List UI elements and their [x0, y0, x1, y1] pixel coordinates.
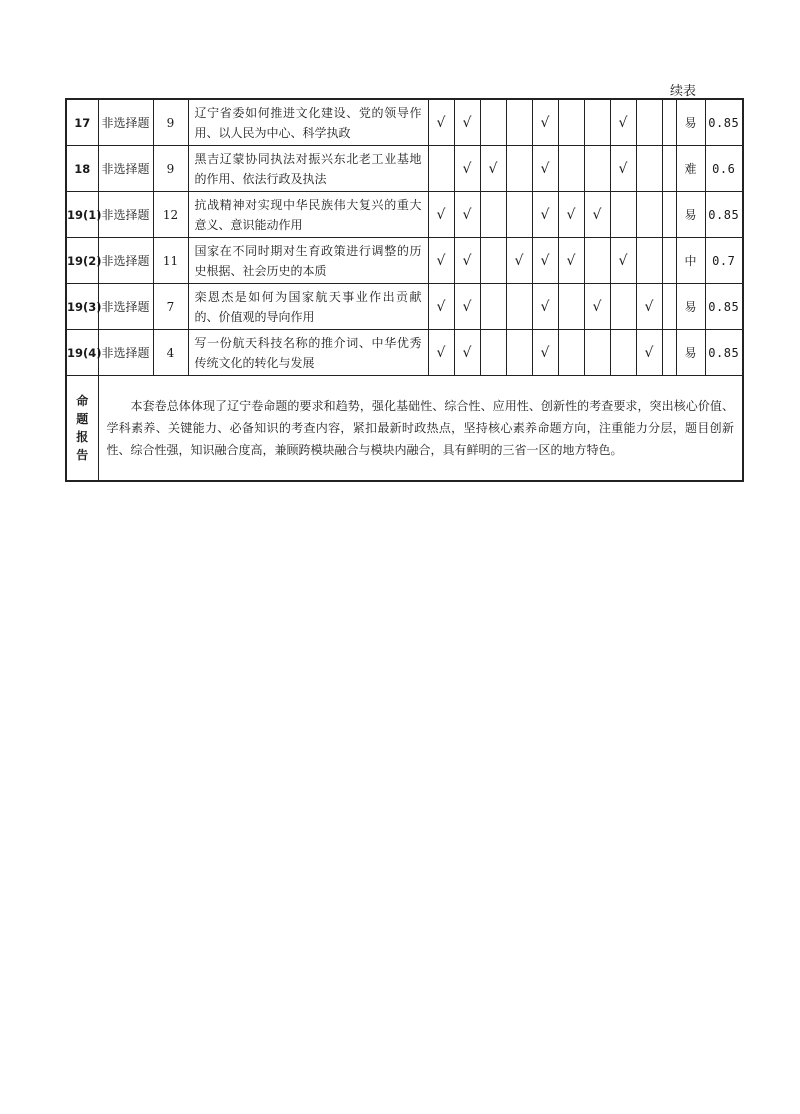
report-row — [66, 376, 743, 482]
table-row — [66, 330, 743, 376]
check-mark-cell — [480, 238, 506, 284]
check-mark-cell: √ — [454, 99, 480, 146]
check-mark-cell — [584, 238, 610, 284]
difficulty-coefficient: 0.6 — [705, 146, 743, 192]
check-mark-cell — [558, 146, 584, 192]
question-score: 9 — [153, 99, 188, 146]
difficulty-cell: 易 — [676, 284, 705, 330]
question-type: 非选择题 — [98, 99, 153, 146]
question-content: 写一份航天科技名称的推介词、中华优秀传统文化的转化与发展 — [188, 330, 428, 376]
difficulty-cell: 中 — [676, 238, 705, 284]
check-mark-cell: √ — [558, 238, 584, 284]
question-content: 辽宁省委如何推进文化建设、党的领导作用、以人民为中心、科学执政 — [188, 99, 428, 146]
difficulty-coefficient: 0.85 — [705, 284, 743, 330]
question-score: 7 — [153, 284, 188, 330]
check-mark-cell — [506, 99, 532, 146]
table-row — [66, 284, 743, 330]
check-mark-cell — [506, 146, 532, 192]
check-mark-cell: √ — [558, 192, 584, 238]
check-mark-cell: √ — [610, 99, 636, 146]
question-score: 12 — [153, 192, 188, 238]
question-number: 19(4) — [66, 330, 98, 376]
check-mark-cell — [506, 330, 532, 376]
check-mark-cell: √ — [584, 284, 610, 330]
check-mark-cell: √ — [636, 330, 662, 376]
check-mark-cell — [662, 330, 676, 376]
check-mark-cell — [480, 284, 506, 330]
check-mark-cell — [662, 284, 676, 330]
question-score: 11 — [153, 238, 188, 284]
question-number: 19(2) — [66, 238, 98, 284]
question-score: 9 — [153, 146, 188, 192]
check-mark-cell: √ — [532, 99, 558, 146]
difficulty-cell: 易 — [676, 330, 705, 376]
check-mark-cell: √ — [610, 146, 636, 192]
difficulty-coefficient: 0.7 — [705, 238, 743, 284]
check-mark-cell — [428, 146, 454, 192]
check-mark-cell — [506, 284, 532, 330]
check-mark-cell — [506, 192, 532, 238]
check-mark-cell — [480, 330, 506, 376]
check-mark-cell — [662, 99, 676, 146]
check-mark-cell — [636, 99, 662, 146]
report-label-char: 告 — [76, 448, 89, 462]
check-mark-cell: √ — [532, 146, 558, 192]
difficulty-coefficient: 0.85 — [705, 192, 743, 238]
check-mark-cell — [558, 330, 584, 376]
report-label-char: 报 — [76, 430, 89, 444]
check-mark-cell: √ — [610, 238, 636, 284]
check-mark-cell: √ — [584, 192, 610, 238]
report-label-char: 命 — [76, 394, 89, 408]
question-type: 非选择题 — [98, 330, 153, 376]
check-mark-cell: √ — [532, 330, 558, 376]
question-content: 黑吉辽蒙协同执法对振兴东北老工业基地的作用、依法行政及执法 — [188, 146, 428, 192]
check-mark-cell: √ — [454, 146, 480, 192]
check-mark-cell: √ — [506, 238, 532, 284]
question-number: 17 — [66, 99, 98, 146]
question-number: 19(3) — [66, 284, 98, 330]
question-number: 19(1) — [66, 192, 98, 238]
check-mark-cell — [584, 99, 610, 146]
check-mark-cell — [558, 284, 584, 330]
check-mark-cell — [610, 330, 636, 376]
check-mark-cell: √ — [428, 99, 454, 146]
question-content: 国家在不同时期对生育政策进行调整的历史根据、社会历史的本质 — [188, 238, 428, 284]
report-label — [66, 376, 98, 482]
check-mark-cell — [584, 330, 610, 376]
question-number: 18 — [66, 146, 98, 192]
check-mark-cell — [584, 146, 610, 192]
check-mark-cell: √ — [480, 146, 506, 192]
check-mark-cell — [610, 284, 636, 330]
check-mark-cell: √ — [454, 192, 480, 238]
question-type: 非选择题 — [98, 284, 153, 330]
question-type: 非选择题 — [98, 238, 153, 284]
question-type: 非选择题 — [98, 192, 153, 238]
check-mark-cell — [480, 192, 506, 238]
report-label-char: 题 — [76, 412, 89, 426]
check-mark-cell: √ — [428, 238, 454, 284]
check-mark-cell: √ — [532, 238, 558, 284]
continued-label: 续表 — [670, 84, 697, 99]
check-mark-cell: √ — [454, 330, 480, 376]
check-mark-cell: √ — [454, 284, 480, 330]
difficulty-cell: 易 — [676, 99, 705, 146]
check-mark-cell — [558, 99, 584, 146]
check-mark-cell: √ — [636, 284, 662, 330]
question-content: 抗战精神对实现中华民族伟大复兴的重大意义、意识能动作用 — [188, 192, 428, 238]
check-mark-cell — [662, 146, 676, 192]
check-mark-cell: √ — [532, 192, 558, 238]
check-mark-cell — [662, 238, 676, 284]
difficulty-coefficient: 0.85 — [705, 330, 743, 376]
difficulty-cell: 易 — [676, 192, 705, 238]
check-mark-cell: √ — [428, 284, 454, 330]
check-mark-cell: √ — [428, 330, 454, 376]
question-type: 非选择题 — [98, 146, 153, 192]
difficulty-cell: 难 — [676, 146, 705, 192]
check-mark-cell — [636, 192, 662, 238]
report-text: 本套卷总体体现了辽宁卷命题的要求和趋势，强化基础性、综合性、应用性、创新性的考查要求，突出核心价值、学科素养、关键能力、必备知识的考查内容，紧扣最新时政热点，坚持核心素养命题方向，注重能力分层，题目创新性、综合性强，知识融合度高，兼顾跨模块融合与模块内融合，具有鲜明的三省一区的地方特色。 — [98, 376, 743, 482]
table-row — [66, 146, 743, 192]
check-mark-cell — [636, 146, 662, 192]
table-row — [66, 192, 743, 238]
question-score: 4 — [153, 330, 188, 376]
difficulty-coefficient: 0.85 — [705, 99, 743, 146]
table-row — [66, 238, 743, 284]
check-mark-cell — [610, 192, 636, 238]
table-body — [66, 99, 743, 376]
check-mark-cell — [662, 192, 676, 238]
check-mark-cell: √ — [532, 284, 558, 330]
check-mark-cell: √ — [428, 192, 454, 238]
table-row — [66, 99, 743, 146]
exam-analysis-table — [65, 98, 744, 482]
question-content: 栾恩杰是如何为国家航天事业作出贡献的、价值观的导向作用 — [188, 284, 428, 330]
check-mark-cell — [636, 238, 662, 284]
check-mark-cell: √ — [454, 238, 480, 284]
check-mark-cell — [480, 99, 506, 146]
